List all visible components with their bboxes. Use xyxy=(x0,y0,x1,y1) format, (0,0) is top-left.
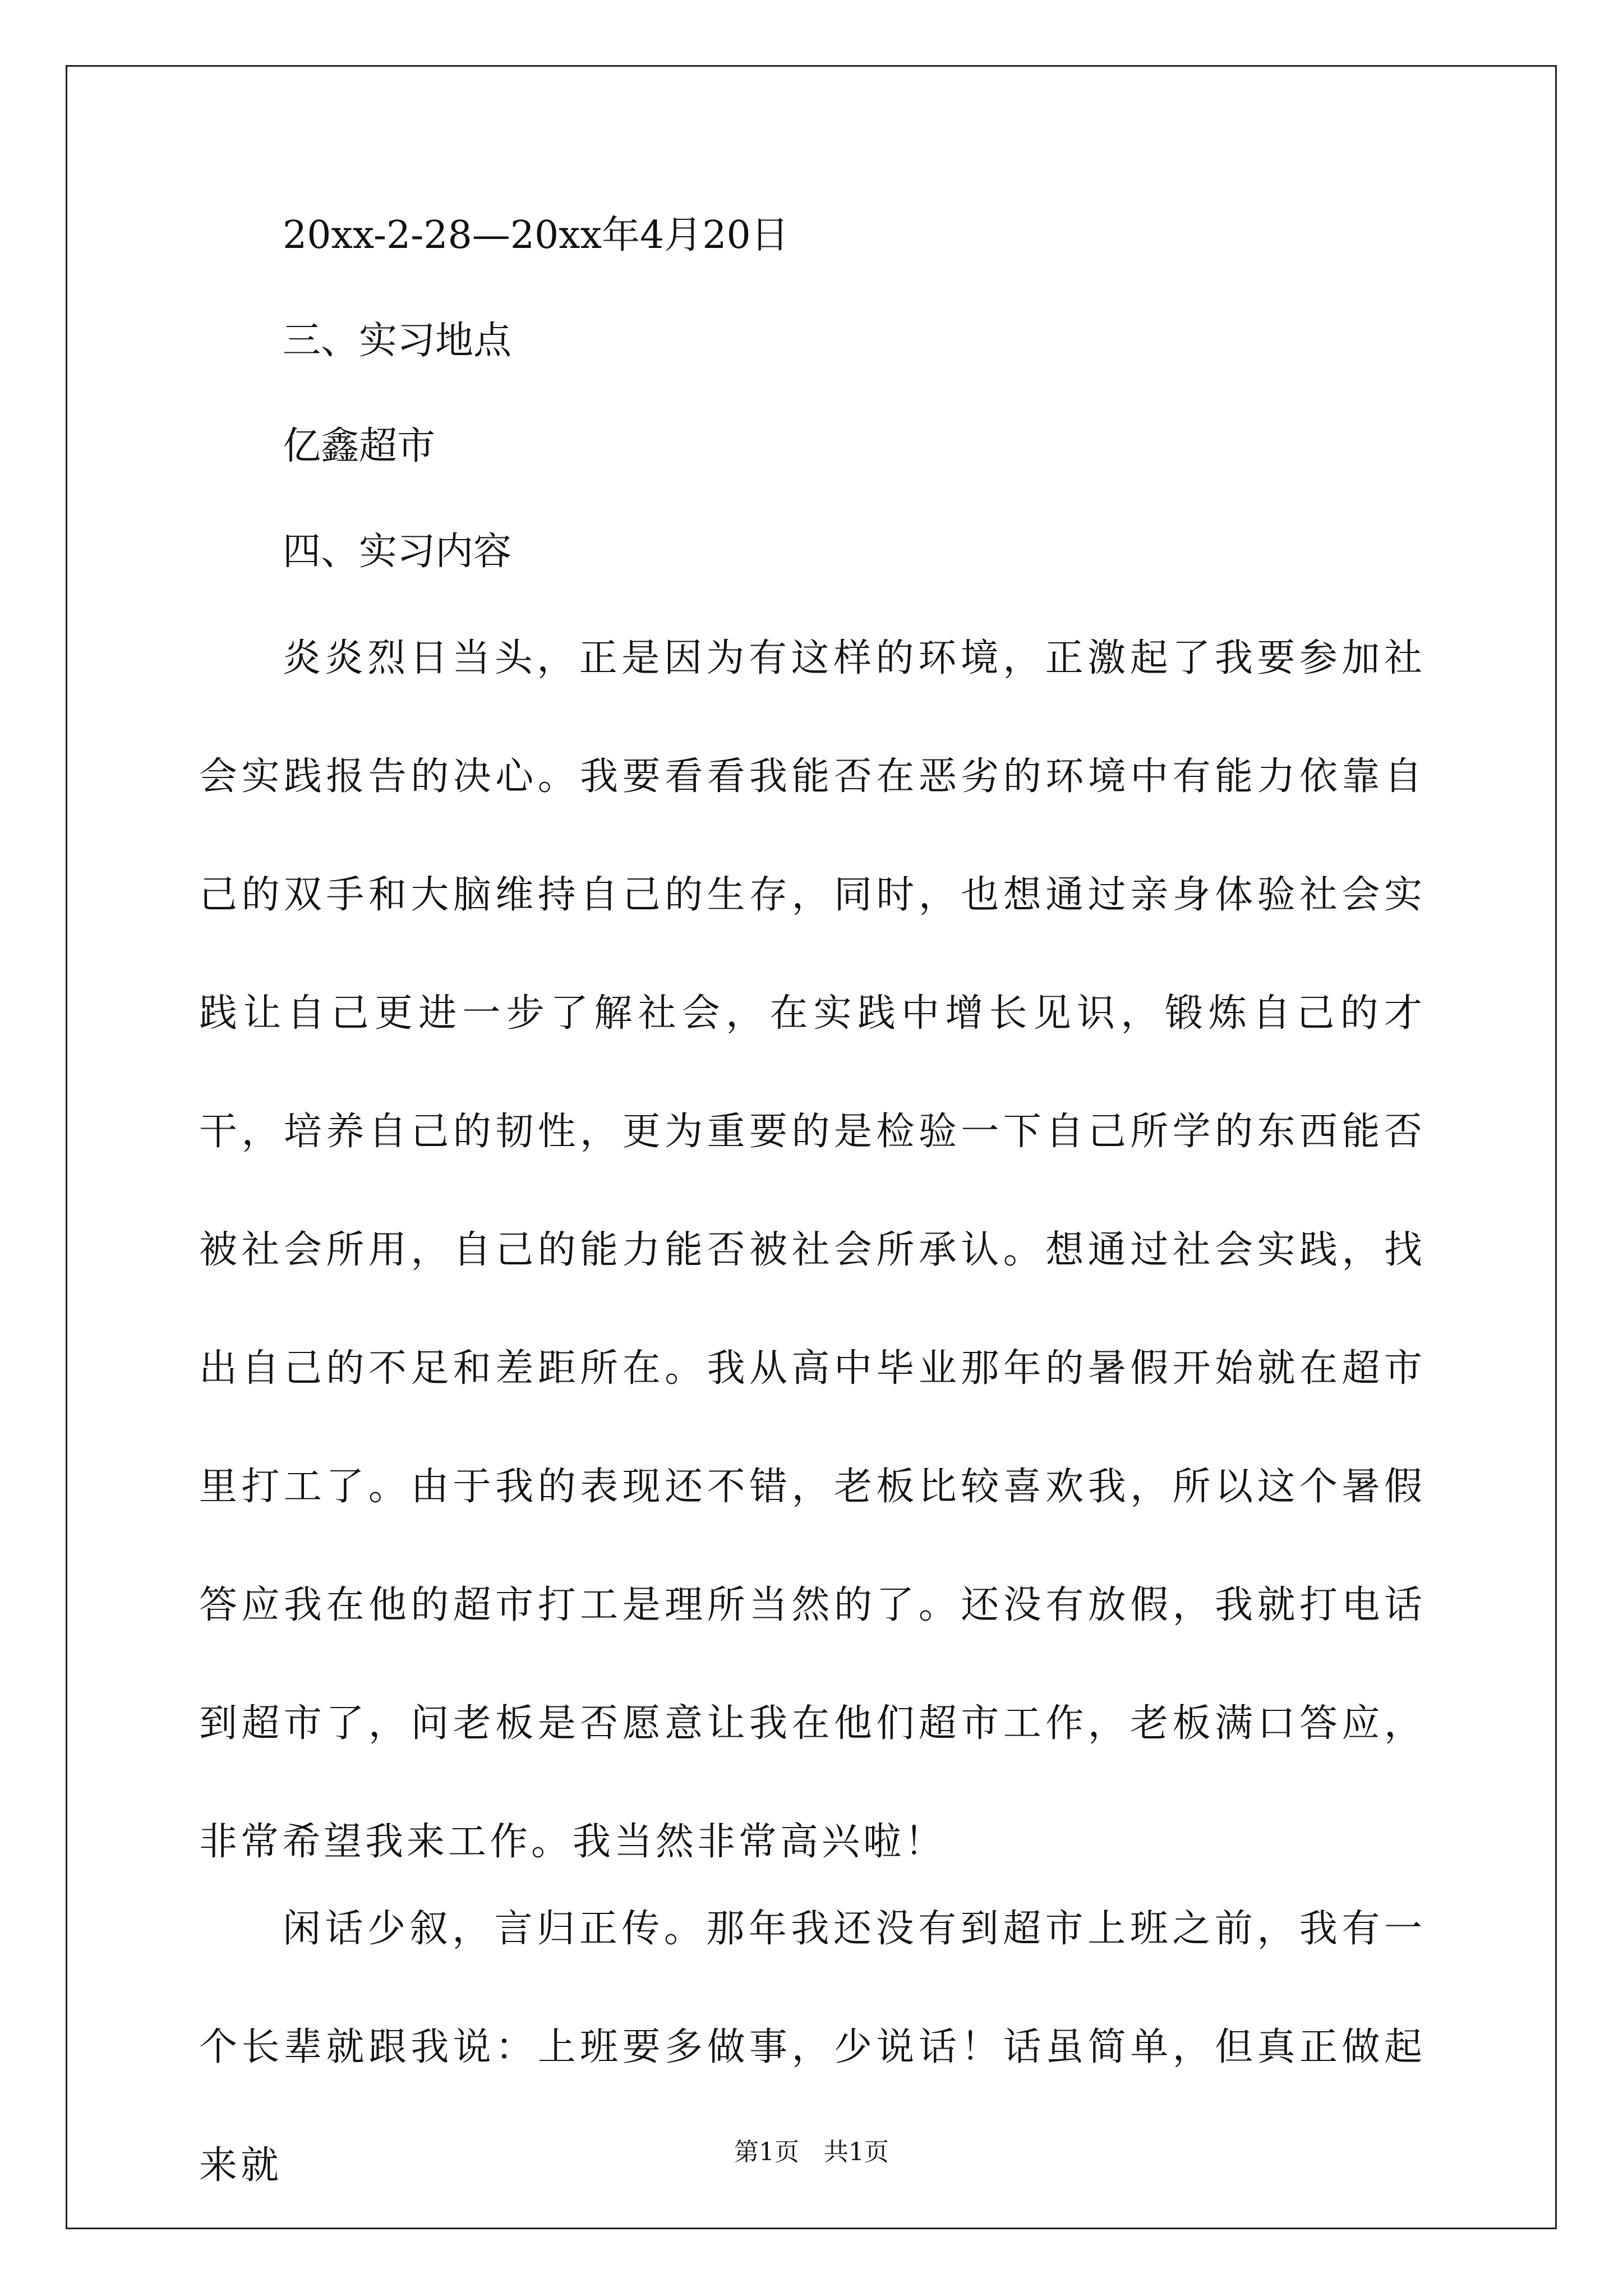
date-range-line: 20xx-2-28—20xx年4月20日 xyxy=(283,213,789,257)
location-text: 亿鑫超市 xyxy=(283,424,436,468)
document-body xyxy=(199,208,1426,2225)
section-heading-content: 四、实习内容 xyxy=(283,530,512,574)
body-paragraph: 炎炎烈日当头，正是因为有这样的环境，正激起了我要参加社会实践报告的决心。我要看看我能否在恶劣的环境中有能力依靠自己的双手和大脑维持自己的生存，同时，也想通过亲身体验社会实践让自己更进一步了解社会，在实践中增长见识，锻炼自己的才干，培养自己的韧性，更为重要的是检验一下自己所学的东西能否被社会所用，自己的能力能否被社会所承认。想通过社会实践，找出自己的不足和差距所在。我从高中毕业那年的暑假开始就在超市里打工了。由于我的表现还不错，老板比较喜欢我，所以这个暑假答应我在他的超市打工是理所当然的了。还没有放假，我就打电话到超市了，问老板是否愿意让我在他们超市工作，老板满口答应，非常希望我来工作。我当然非常高兴啦！ xyxy=(199,636,1426,1864)
section-heading-location: 三、实习地点 xyxy=(283,319,512,363)
body-paragraph: 闲话少叙，言归正传。那年我还没有到超市上班之前，我有一个长辈就跟我说：上班要多做事，少说话！话虽简单，但真正做起来就 xyxy=(199,1907,1426,2188)
page-number-footer: 第1页 共1页 xyxy=(734,2138,889,2166)
